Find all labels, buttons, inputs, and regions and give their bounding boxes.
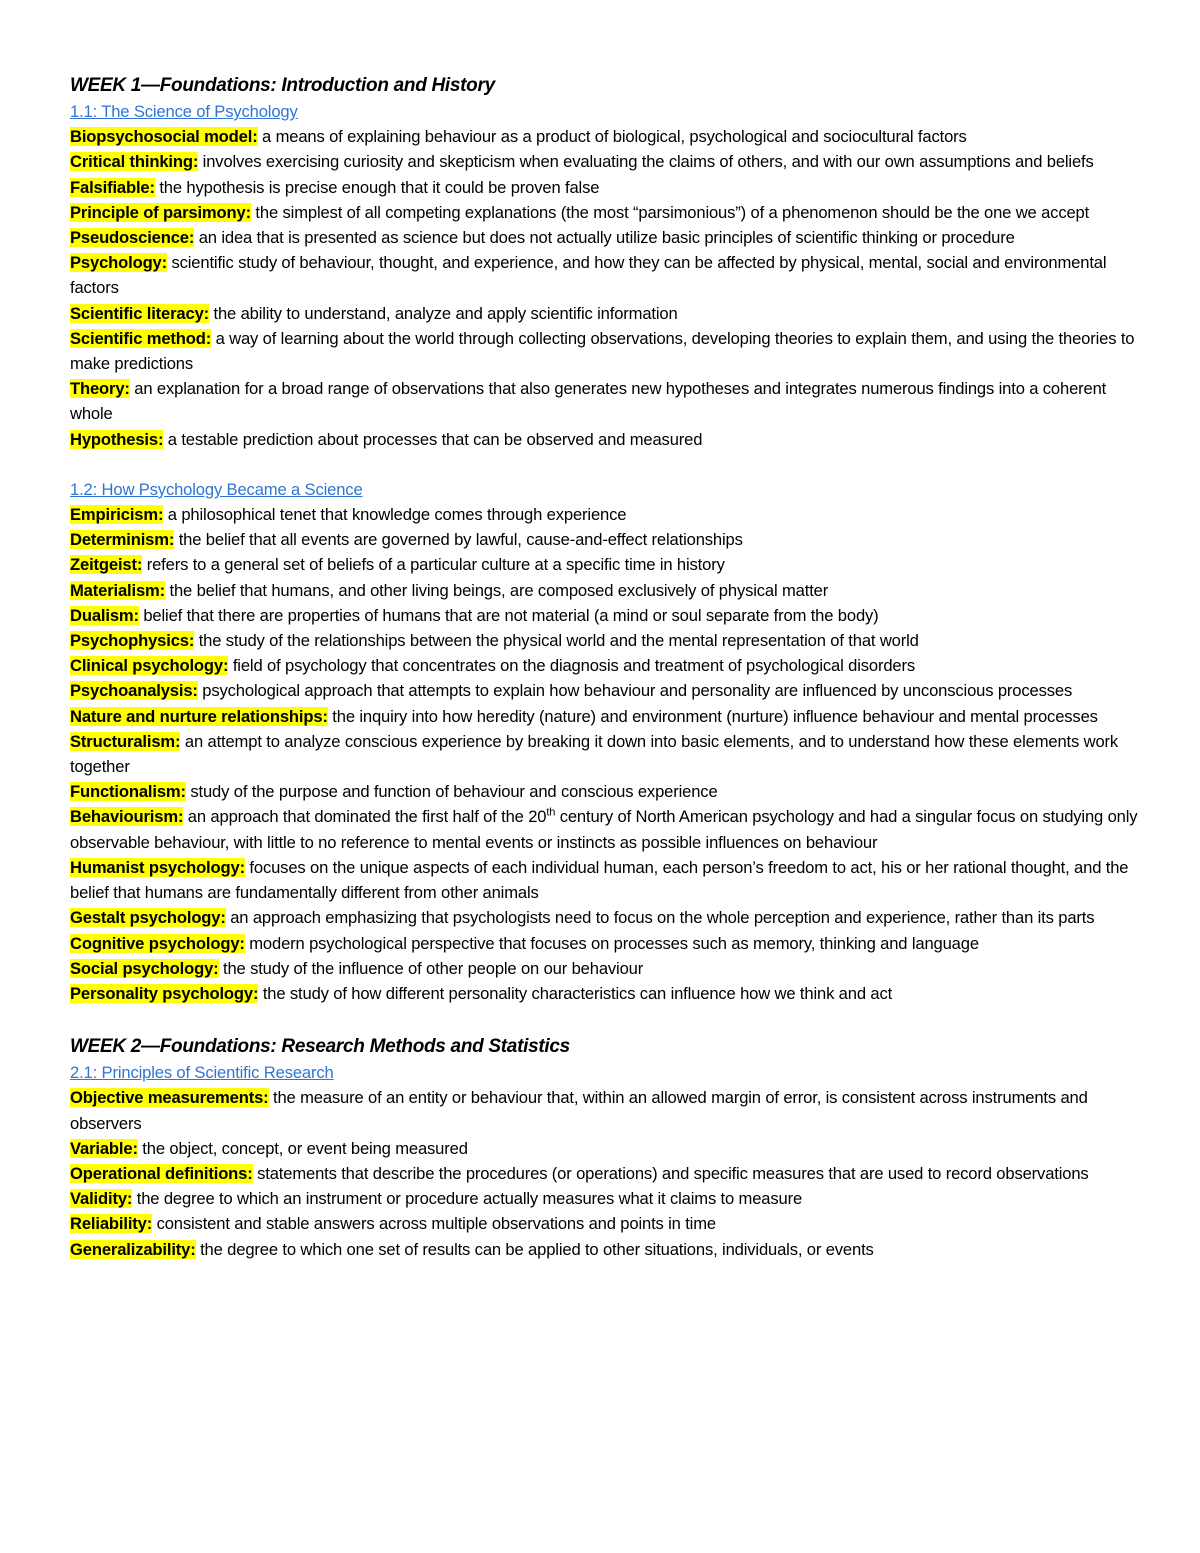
term-definition: study of the purpose and function of behaviour and conscious experience: [185, 782, 718, 802]
term-definition: the ability to understand, analyze and apply scientific information: [209, 303, 678, 323]
section-title: 1.1: The Science of Psychology: [70, 102, 298, 121]
term-definition: the object, concept, or event being measured: [137, 1138, 468, 1158]
term-definition: the degree to which an instrument or procedure actually measures what it claims to measure: [132, 1189, 803, 1209]
term-entry: [70, 1186, 1140, 1211]
term-definition: consistent and stable answers across multiple observations and points in time: [152, 1214, 716, 1234]
term-label: Structuralism:: [70, 731, 181, 751]
term-label: Objective measurements:: [70, 1088, 269, 1108]
term-label: Gestalt psychology:: [70, 908, 226, 928]
term-label: Social psychology:: [70, 958, 219, 978]
spacer: [70, 452, 1140, 477]
term-definition: focuses on the unique aspects of each individual human, each person’s freedom to act, his or her rational thought, and the belief that humans are fundamentally different from other animals: [70, 857, 1129, 903]
term-entry: [70, 653, 1140, 678]
term-label: Determinism:: [70, 530, 175, 550]
term-label: Functionalism:: [70, 782, 186, 802]
term-entry: [70, 225, 1140, 250]
term-definition: an idea that is presented as science but does not actually utilize basic principles of scientific thinking or procedure: [194, 228, 1015, 248]
term-label: Variable:: [70, 1138, 138, 1158]
term-definition: the belief that humans, and other living beings, are composed exclusively of physical matter: [165, 580, 829, 600]
term-entry: [70, 326, 1140, 376]
term-entry: [70, 678, 1140, 703]
term-entry: [70, 552, 1140, 577]
term-entry: [70, 981, 1140, 1006]
term-definition: the measure of an entity or behaviour that, within an allowed margin of error, is consistent across instruments and observers: [70, 1088, 1088, 1133]
term-definition: a way of learning about the world through collecting observations, developing theories to explain them, and using the theories to make predictions: [70, 328, 1135, 374]
term-definition: modern psychological perspective that focuses on processes such as memory, thinking and language: [244, 933, 979, 953]
term-definition: the study of the relationships between the physical world and the mental representation of that world: [194, 631, 919, 651]
term-definition: the degree to which one set of results can be applied to other situations, individuals, or events: [195, 1239, 874, 1259]
term-label: Materialism:: [70, 580, 166, 600]
term-label: Cognitive psychology:: [70, 933, 245, 953]
term-entry: [70, 779, 1140, 804]
term-label: Clinical psychology:: [70, 656, 229, 676]
term-entry: [70, 427, 1140, 452]
term-entry: [70, 628, 1140, 653]
term-entry: [70, 1085, 1140, 1135]
superscript: th: [546, 806, 556, 819]
term-label: Empiricism:: [70, 505, 164, 525]
term-label: Nature and nurture relationships:: [70, 706, 328, 726]
term-label: Personality psychology:: [70, 983, 259, 1003]
term-label: Scientific method:: [70, 328, 212, 348]
term-entry: [70, 200, 1140, 225]
week-1-title: WEEK 1—Foundations: Introduction and History: [70, 75, 495, 96]
term-label: Psychophysics:: [70, 631, 195, 651]
term-label: Validity:: [70, 1189, 133, 1209]
term-label: Critical thinking:: [70, 152, 199, 172]
term-entry: [70, 376, 1140, 426]
term-definition: a philosophical tenet that knowledge comes through experience: [163, 505, 627, 525]
term-entry: [70, 1161, 1140, 1186]
term-entry: [70, 804, 1140, 854]
section-1-1: [70, 99, 1140, 452]
term-definition: the study of the influence of other people on our behaviour: [218, 958, 644, 978]
term-entry: [70, 1211, 1140, 1236]
term-label: Generalizability:: [70, 1239, 196, 1259]
term-definition: a means of explaining behaviour as a product of biological, psychological and sociocultural factors: [257, 127, 967, 147]
term-definition: psychological approach that attempts to explain how behaviour and personality are influenced by unconscious processes: [197, 681, 1073, 701]
term-label: Principle of parsimony:: [70, 202, 251, 222]
term-label: Dualism:: [70, 605, 139, 625]
term-definition: the simplest of all competing explanations (the most “parsimonious”) of a phenomenon should be the one we accept: [250, 202, 1090, 222]
term-entry: [70, 175, 1140, 200]
term-label: Reliability:: [70, 1214, 153, 1234]
term-definition: involves exercising curiosity and skepticism when evaluating the claims of others, and with our own assumptions and beliefs: [198, 152, 1094, 172]
term-definition-continued: century of North American psychology and had a singular focus on studying only observable behaviour, with little to no reference to mental events or instincts as possible influences on behaviour: [70, 807, 1138, 852]
term-definition: an attempt to analyze conscious experience by breaking it down into basic elements, and to understand how these elements work together: [70, 731, 1119, 777]
term-definition: an explanation for a broad range of observations that also generates new hypotheses and integrates numerous findings into a coherent whole: [70, 379, 1107, 424]
term-label: Pseudoscience:: [70, 228, 195, 248]
term-entry: [70, 855, 1140, 905]
term-definition: an approach emphasizing that psychologists need to focus on the whole perception and experience, rather than its parts: [225, 908, 1095, 928]
term-definition: the study of how different personality characteristics can influence how we think and act: [258, 983, 893, 1003]
week-2-title: WEEK 2—Foundations: Research Methods and Statistics: [70, 1036, 570, 1058]
term-label: Humanist psychology:: [70, 857, 245, 877]
term-definition: the belief that all events are governed by lawful, cause-and-effect relationships: [174, 530, 743, 550]
term-definition: refers to a general set of beliefs of a particular culture at a specific time in history: [142, 555, 725, 575]
section-1-2: [70, 477, 1140, 1006]
term-definition: the inquiry into how heredity (nature) and environment (nurture) influence behaviour and mental processes: [327, 706, 1098, 726]
document-page: [70, 72, 1140, 1262]
term-definition: scientific study of behaviour, thought, and experience, and how they can be affected by physical, mental, social and environmental factors: [70, 253, 1107, 298]
term-entry: [70, 729, 1140, 779]
term-label: Theory:: [70, 379, 130, 399]
section-title: 1.2: How Psychology Became a Science: [70, 479, 363, 499]
term-definition: belief that there are properties of humans that are not material (a mind or soul separate from the body): [138, 605, 879, 625]
term-entry: [70, 527, 1140, 552]
term-label: Psychoanalysis:: [70, 681, 198, 701]
term-label: Hypothesis:: [70, 429, 164, 449]
term-entry: [70, 931, 1140, 956]
term-definition: the hypothesis is precise enough that it could be proven false: [154, 177, 600, 197]
term-entry: [70, 502, 1140, 527]
term-entry: [70, 578, 1140, 603]
term-entry: [70, 704, 1140, 729]
term-entry: [70, 1237, 1140, 1262]
term-entry: [70, 250, 1140, 300]
term-entry: [70, 956, 1140, 981]
term-definition: statements that describe the procedures (or operations) and specific measures that are used to record observations: [252, 1163, 1089, 1183]
term-entry: [70, 1136, 1140, 1161]
term-label: Falsifiable:: [70, 177, 155, 197]
term-definition: a testable prediction about processes that can be observed and measured: [163, 429, 703, 449]
term-entry: [70, 124, 1140, 149]
term-label: Scientific literacy:: [70, 303, 210, 323]
term-label: Operational definitions:: [70, 1163, 253, 1183]
section-title: 2.1: Principles of Scientific Research: [70, 1063, 334, 1083]
term-entry: [70, 905, 1140, 930]
term-label: Biopsychosocial model:: [70, 127, 258, 147]
term-label: Zeitgeist:: [70, 555, 143, 575]
term-entry: [70, 603, 1140, 628]
term-entry: [70, 149, 1140, 174]
term-label: Behaviourism:: [70, 807, 184, 827]
term-definition: field of psychology that concentrates on the diagnosis and treatment of psychological disorders: [228, 656, 916, 676]
term-label: Psychology:: [70, 253, 168, 273]
term-definition: an approach that dominated the first half of the 20: [183, 807, 547, 827]
section-2-1: [70, 1060, 1140, 1262]
spacer: [70, 1006, 1140, 1033]
term-entry: [70, 301, 1140, 326]
